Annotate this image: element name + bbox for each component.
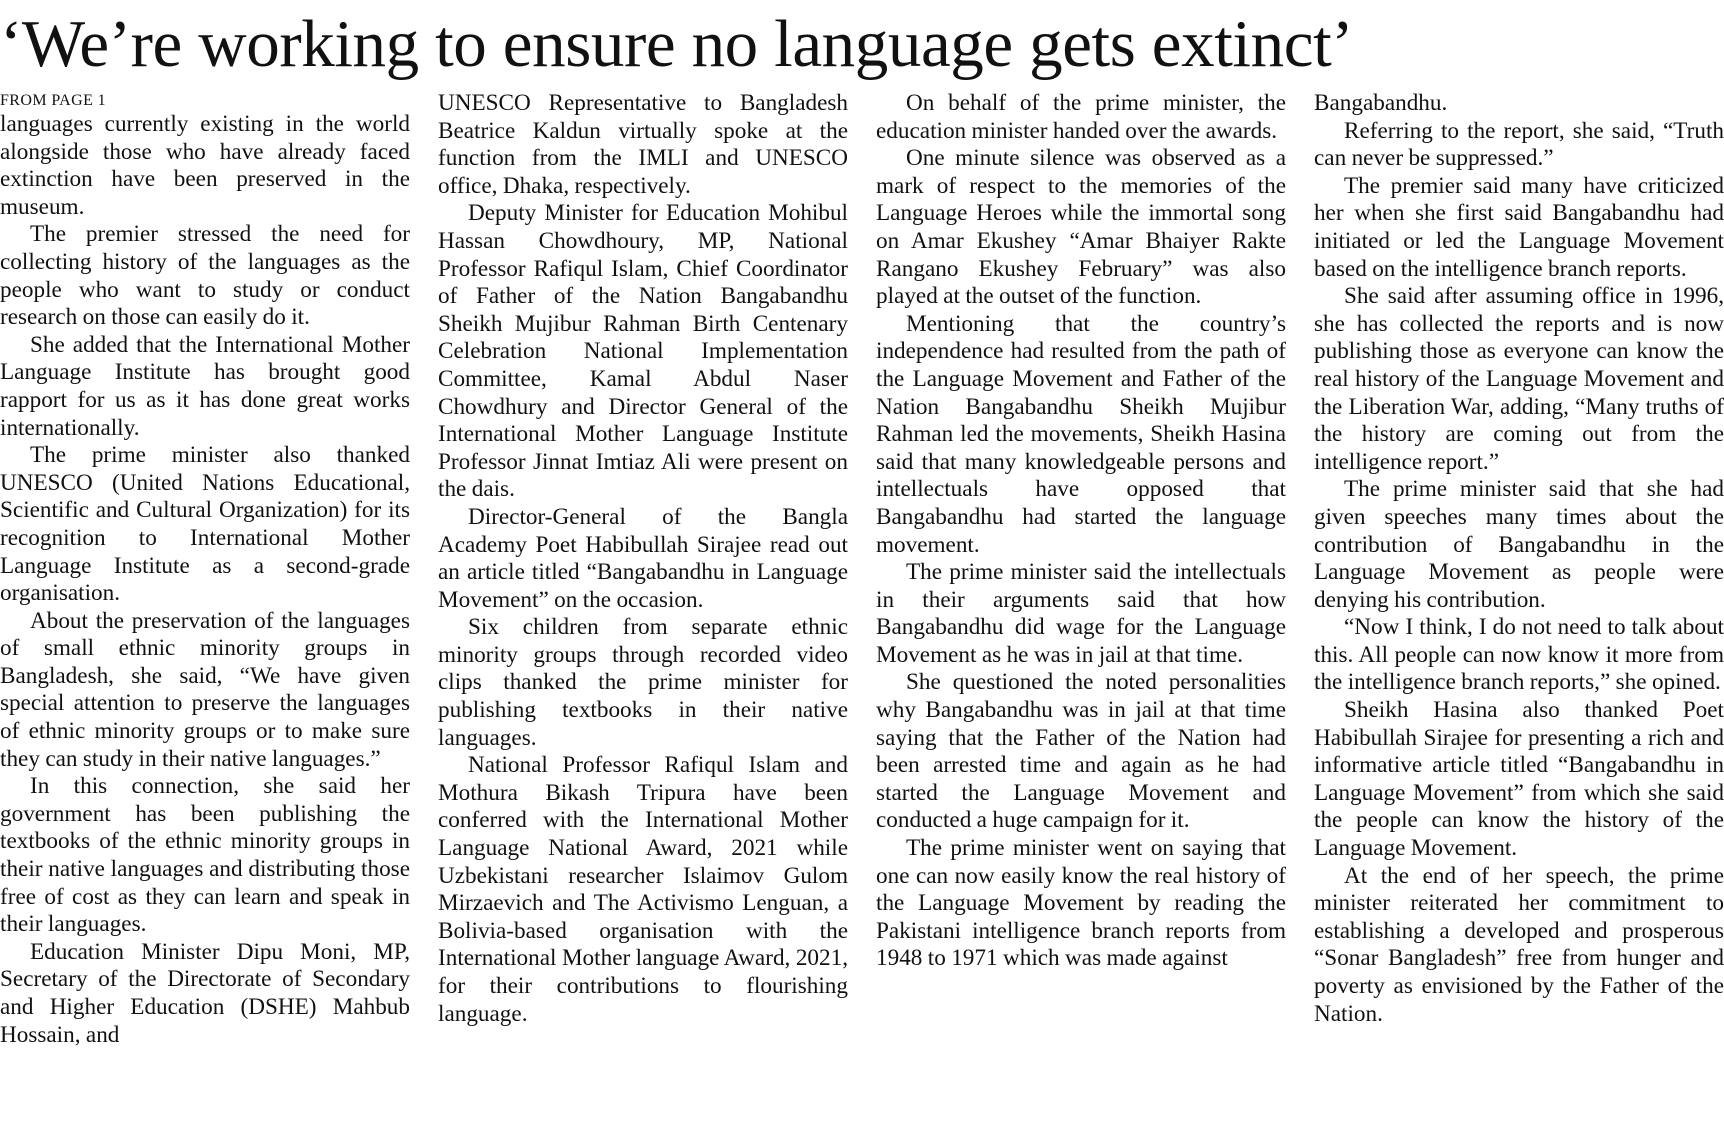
paragraph: Sheikh Hasina also thanked Poet Habibullah Sirajee for presenting a rich and informative article titled “Bangabandhu in Language Movement” from which she said the people can know the history of the Language Movement. [1314, 697, 1724, 862]
paragraph: The prime minister said that she had given speeches many times about the contribution of Bangabandhu in the Language Movement as people were denying his contribution. [1314, 476, 1724, 613]
continuation-kicker: FROM PAGE 1 [0, 92, 107, 109]
paragraph: About the preservation of the languages of small ethnic minority groups in Bangladesh, she said, “We have given special attention to preserve the languages of ethnic minority groups or to make sure they can study in their native languages.” [0, 607, 410, 772]
paragraph: The prime minister also thanked UNESCO (United Nations Educational, Scientific and Cultural Organization) for its recognition to International Mother Language Institute as a second-grade organisation. [0, 442, 410, 607]
paragraph: The premier said many have criticized her when she first said Bangabandhu had initiated or led the Language Movement based on the intelligence branch reports. [1314, 172, 1724, 282]
paragraph: Bangabandhu. [1314, 90, 1448, 116]
paragraph: Six children from separate ethnic minority groups through recorded video clips thanked the prime minister for publishing textbooks in their native languages. [438, 614, 848, 751]
paragraph: At the end of her speech, the prime minister reiterated her commitment to establishing a developed and prosperous “Sonar Bangladesh” free from hunger and poverty as envisioned by the Father of the Nation. [1314, 862, 1724, 1027]
column-3 [876, 90, 1286, 1140]
column-4 [1314, 90, 1724, 1140]
paragraph: Deputy Minister for Education Mohibul Hassan Chowdhoury, MP, National Professor Rafiqul Islam, Chief Coordinator of Father of the Nation Bangabandhu Sheikh Mujibur Rahman Birth Centenary Celebration National Implementation Committee, Kamal Abdul Naser Chowdhury and Director General of the International Mother Language Institute Professor Jinnat Imtiaz Ali were present on the dais. [438, 200, 848, 503]
paragraph: Mentioning that the country’s independence had resulted from the path of the Language Movement and Father of the Nation Bangabandhu Sheikh Mujibur Rahman led the movements, Sheikh Hasina said that many knowledgeable persons and intellectuals have opposed that Bangabandhu had started the language movement. [876, 310, 1286, 558]
paragraph: She said after assuming office in 1996, she has collected the reports and is now publishing those as everyone can know the real history of the Language Movement and the Liberation War, adding, “Many truths of the history are coming out from the intelligence report.” [1314, 283, 1724, 475]
paragraph: On behalf of the prime minister, the education minister handed over the awards. [876, 90, 1286, 144]
column-2 [438, 90, 848, 1140]
paragraph: “Now I think, I do not need to talk about this. All people can now know it more from the intelligence branch reports,” she opined. [1314, 614, 1724, 696]
paragraph: She added that the International Mother Language Institute has brought good rapport for us as it has done great works internationally. [0, 331, 410, 441]
paragraph: The prime minister said the intellectuals in their arguments said that how Bangabandhu did wage for the Language Movement as he was in jail at that time. [876, 559, 1286, 668]
article-body [0, 90, 1724, 1140]
paragraph: National Professor Rafiqul Islam and Mothura Bikash Tripura have been conferred with the International Mother Language National Award, 2021 while Uzbekistani researcher Islaimov Gulom Mirzaevich and The Activismo Lenguan, a Bolivia-based organisation with the International Mother language Award, 2021, for their contributions to flourishing language. [438, 752, 848, 1027]
column-1 [0, 90, 410, 1140]
paragraph: Director-General of the Bangla Academy Poet Habibullah Sirajee read out an article titled “Bangabandhu in Language Movement” on the occasion. [438, 503, 848, 613]
paragraph: In this connection, she said her government has been publishing the textbooks of the ethnic minority groups in their native languages and distributing those free of cost as they can learn and speak in their languages. [0, 773, 410, 938]
article-headline: ‘We’re working to ensure no language gets extinct’ [0, 7, 1354, 81]
paragraph: Referring to the report, she said, “Truth can never be suppressed.” [1314, 117, 1724, 172]
paragraph: She questioned the noted personalities why Bangabandhu was in jail at that time saying that the Father of the Nation had been arrested time and again as he had started the Language Movement and conducted a huge campaign for it. [876, 669, 1286, 834]
paragraph: UNESCO Representative to Bangladesh Beatrice Kaldun virtually spoke at the function from the IMLI and UNESCO office, Dhaka, respectively. [438, 90, 848, 199]
paragraph: Education Minister Dipu Moni, MP, Secretary of the Directorate of Secondary and Higher Education (DSHE) Mahbub Hossain, and [0, 938, 410, 1048]
paragraph: The prime minister went on saying that one can now easily know the real history of the Language Movement by reading the Pakistani intelligence branch reports from 1948 to 1971 which was made against [876, 835, 1286, 972]
paragraph: languages currently existing in the world alongside those who have already faced extinction have been preserved in the museum. [0, 111, 410, 220]
paragraph: The premier stressed the need for collecting history of the languages as the people who want to study or conduct research on those can easily do it. [0, 221, 410, 331]
paragraph: One minute silence was observed as a mark of respect to the memories of the Language Heroes while the immortal song on Amar Ekushey “Amar Bhaiyer Rakte Rangano Ekushey February” was also played at the outset of the function. [876, 145, 1286, 310]
